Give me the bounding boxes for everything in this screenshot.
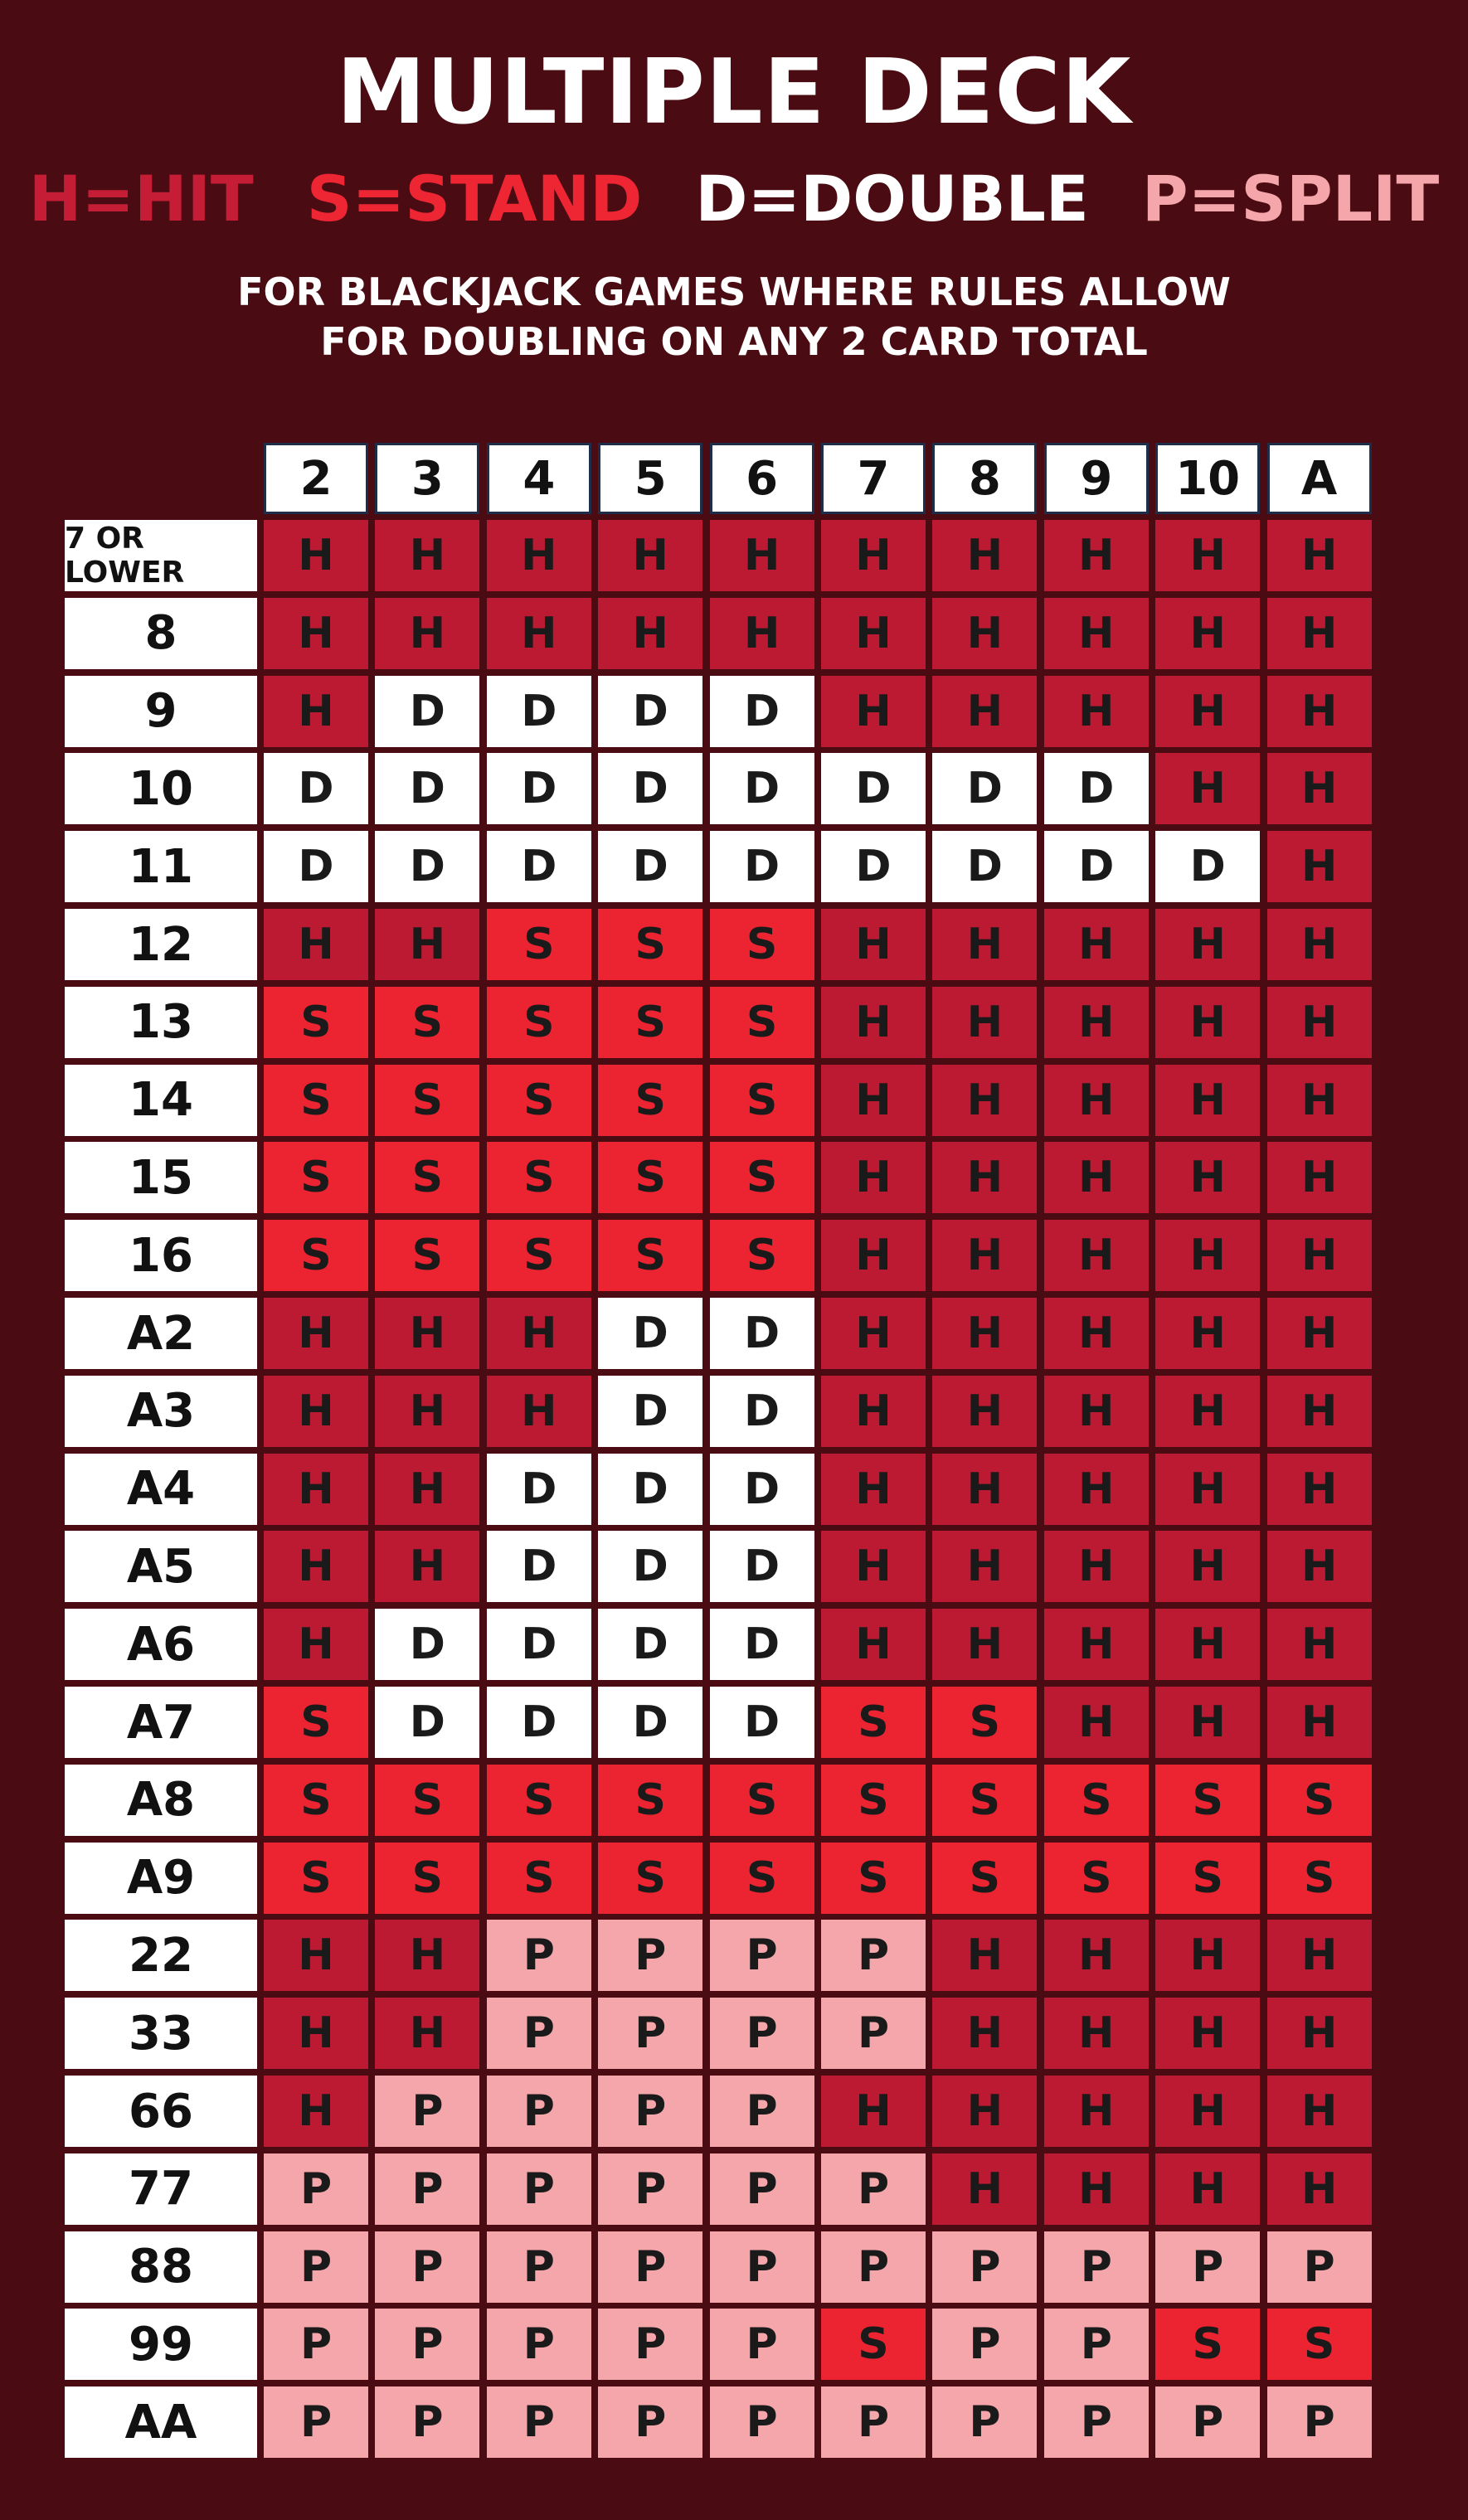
strategy-cell: P [598,1920,702,1991]
dealer-card-header: 2 [264,443,368,514]
strategy-cell: P [598,2386,702,2458]
strategy-cell: H [932,2153,1037,2225]
strategy-cell: H [375,1920,479,1991]
strategy-cell: H [1267,2076,1372,2147]
strategy-cell: P [375,2076,479,2147]
strategy-cell: H [375,1531,479,1602]
strategy-cell: H [1044,598,1149,669]
player-hand-label: A2 [65,1298,257,1369]
strategy-cell: H [1267,831,1372,902]
strategy-cell: H [375,598,479,669]
strategy-cell: P [487,2309,591,2380]
strategy-cell: D [598,753,702,824]
strategy-cell: S [487,1765,591,1836]
strategy-cell: H [932,1920,1037,1991]
strategy-cell: D [598,1687,702,1758]
player-hand-label: 15 [65,1142,257,1213]
strategy-cell: S [821,1687,926,1758]
strategy-cell: H [932,1609,1037,1680]
strategy-cell: P [598,1998,702,2069]
strategy-cell: H [1155,1376,1260,1447]
subtitle-line-2: FOR DOUBLING ON ANY 2 CARD TOTAL [320,319,1148,364]
strategy-cell: S [264,987,368,1058]
strategy-cell: H [264,909,368,980]
player-hand-label: 33 [65,1998,257,2069]
strategy-cell: H [1267,1454,1372,1525]
strategy-cell: H [1155,1220,1260,1291]
legend-stand: S=STAND [306,162,643,235]
dealer-card-header: 4 [487,443,591,514]
strategy-cell: P [487,2076,591,2147]
strategy-cell: D [710,1298,814,1369]
strategy-cell: S [1044,1843,1149,1914]
strategy-cell: P [710,2153,814,2225]
player-hand-label: A5 [65,1531,257,1602]
strategy-cell: S [710,1765,814,1836]
strategy-cell: H [264,1454,368,1525]
strategy-cell: H [1044,1920,1149,1991]
strategy-cell: P [264,2153,368,2225]
strategy-cell: H [1155,1298,1260,1369]
strategy-cell: H [821,1531,926,1602]
strategy-cell: S [375,987,479,1058]
strategy-cell: P [821,2153,926,2225]
strategy-cell: P [1155,2386,1260,2458]
strategy-cell: P [1267,2386,1372,2458]
strategy-cell: H [264,1998,368,2069]
strategy-cell: S [1267,1843,1372,1914]
strategy-cell: S [710,1142,814,1213]
strategy-cell: H [932,1220,1037,1291]
strategy-cell: H [1044,1376,1149,1447]
strategy-cell: H [1267,2153,1372,2225]
strategy-cell: D [487,676,591,747]
strategy-cell: S [375,1142,479,1213]
player-hand-label: 88 [65,2231,257,2303]
strategy-cell: H [264,2076,368,2147]
strategy-cell: P [598,2076,702,2147]
strategy-cell: D [710,1687,814,1758]
strategy-cell: P [487,2386,591,2458]
strategy-cell: S [487,1065,591,1136]
strategy-cell: H [1267,676,1372,747]
strategy-cell: S [598,1220,702,1291]
strategy-cell: H [1267,1065,1372,1136]
strategy-cell: S [932,1687,1037,1758]
strategy-cell: D [264,753,368,824]
strategy-cell: D [821,753,926,824]
strategy-cell: H [932,598,1037,669]
strategy-cell: P [598,2309,702,2380]
strategy-cell: H [1267,1298,1372,1369]
strategy-cell: S [1267,2309,1372,2380]
strategy-cell: D [264,831,368,902]
strategy-cell: S [598,1142,702,1213]
strategy-cell: P [932,2231,1037,2303]
strategy-cell: D [821,831,926,902]
strategy-cell: H [1155,1065,1260,1136]
strategy-cell: D [375,1687,479,1758]
strategy-cell: H [1044,1065,1149,1136]
strategy-cell: D [1155,831,1260,902]
dealer-card-header: 3 [375,443,479,514]
strategy-cell: S [598,1065,702,1136]
strategy-cell: H [821,598,926,669]
strategy-cell: S [264,1843,368,1914]
strategy-cell: P [821,1998,926,2069]
strategy-cell: S [264,1065,368,1136]
strategy-cell: P [932,2386,1037,2458]
strategy-cell: D [375,753,479,824]
strategy-cell: D [487,1609,591,1680]
player-hand-label: A8 [65,1765,257,1836]
strategy-cell: P [1267,2231,1372,2303]
strategy-cell: S [932,1843,1037,1914]
strategy-cell: H [375,1454,479,1525]
strategy-cell: H [1044,1687,1149,1758]
strategy-cell: P [487,1998,591,2069]
player-hand-label: A7 [65,1687,257,1758]
strategy-cell: H [264,676,368,747]
player-hand-label: 12 [65,909,257,980]
strategy-cell: P [375,2309,479,2380]
player-hand-label: 99 [65,2309,257,2380]
strategy-cell: H [598,598,702,669]
subtitle-line-1: FOR BLACKJACK GAMES WHERE RULES ALLOW [237,269,1231,314]
dealer-card-header: 5 [598,443,702,514]
strategy-cell: S [1155,1843,1260,1914]
strategy-cell: H [821,1065,926,1136]
strategy-cell: H [1044,2153,1149,2225]
player-hand-label: 14 [65,1065,257,1136]
strategy-cell: H [932,1142,1037,1213]
strategy-cell: D [598,1376,702,1447]
dealer-card-header: 10 [1155,443,1260,514]
strategy-cell: P [487,2153,591,2225]
strategy-cell: P [932,2309,1037,2380]
strategy-cell: D [375,676,479,747]
chart-title: MULTIPLE DECK [336,41,1132,144]
strategy-cell: H [932,909,1037,980]
strategy-cell: H [1155,2153,1260,2225]
strategy-cell: H [1155,1920,1260,1991]
player-hand-label: A4 [65,1454,257,1525]
strategy-cell: S [1155,2309,1260,2380]
strategy-cell: P [598,2231,702,2303]
strategy-cell: H [932,987,1037,1058]
strategy-cell: S [375,1220,479,1291]
strategy-cell: H [1155,1998,1260,2069]
strategy-cell: D [710,676,814,747]
dealer-card-header: 6 [710,443,814,514]
strategy-cell: H [821,909,926,980]
strategy-cell: H [1267,520,1372,591]
strategy-cell: S [487,1220,591,1291]
strategy-cell: H [1267,1142,1372,1213]
strategy-cell: S [710,1065,814,1136]
strategy-cell: H [1155,987,1260,1058]
strategy-cell: H [821,1609,926,1680]
strategy-cell: P [264,2309,368,2380]
strategy-cell: P [821,2231,926,2303]
strategy-cell: D [710,1609,814,1680]
strategy-cell: H [264,1531,368,1602]
strategy-cell: H [821,676,926,747]
strategy-cell: H [932,1454,1037,1525]
strategy-cell: H [1155,2076,1260,2147]
strategy-cell: D [598,1454,702,1525]
legend-hit: H=HIT [28,162,254,235]
strategy-cell: H [1155,1454,1260,1525]
strategy-cell: H [1044,1531,1149,1602]
strategy-cell: D [487,831,591,902]
strategy-cell: H [1044,2076,1149,2147]
strategy-cell: H [264,520,368,591]
player-hand-label: AA [65,2386,257,2458]
strategy-cell: S [821,2309,926,2380]
strategy-cell: P [375,2153,479,2225]
strategy-cell: H [1155,753,1260,824]
strategy-cell: S [264,1687,368,1758]
player-hand-label: 7 OR LOWER [65,520,257,591]
strategy-cell: H [1044,1220,1149,1291]
legend-split: P=SPLIT [1141,162,1440,235]
strategy-cell: H [932,520,1037,591]
strategy-cell: P [598,2153,702,2225]
strategy-cell: H [1267,1376,1372,1447]
strategy-cell: S [598,1843,702,1914]
strategy-cell: H [932,1298,1037,1369]
strategy-cell: H [264,1298,368,1369]
strategy-cell: H [1044,909,1149,980]
strategy-cell: H [1267,1920,1372,1991]
strategy-cell: P [710,2231,814,2303]
strategy-cell: H [1267,598,1372,669]
strategy-cell: D [598,1609,702,1680]
strategy-cell: H [264,598,368,669]
strategy-cell: S [821,1843,926,1914]
strategy-cell: S [487,909,591,980]
strategy-cell: H [932,1065,1037,1136]
strategy-cell: D [932,753,1037,824]
strategy-cell: H [710,520,814,591]
strategy-cell: D [710,1376,814,1447]
strategy-cell: H [821,520,926,591]
player-hand-label: A3 [65,1376,257,1447]
strategy-cell: H [821,1376,926,1447]
strategy-cell: H [487,1298,591,1369]
strategy-cell: P [710,2309,814,2380]
strategy-cell: P [1044,2231,1149,2303]
strategy-cell: D [932,831,1037,902]
strategy-cell: D [487,1531,591,1602]
strategy-cell: S [264,1220,368,1291]
strategy-cell: H [1267,1531,1372,1602]
strategy-cell: D [598,1531,702,1602]
strategy-cell: H [1267,1687,1372,1758]
strategy-cell: H [1044,676,1149,747]
strategy-cell: P [487,2231,591,2303]
player-hand-label: 22 [65,1920,257,1991]
strategy-cell: S [598,987,702,1058]
strategy-cell: H [1044,520,1149,591]
strategy-cell: H [821,1220,926,1291]
strategy-cell: H [487,1376,591,1447]
strategy-cell: H [1267,987,1372,1058]
strategy-cell: H [821,2076,926,2147]
strategy-cell: D [1044,753,1149,824]
strategy-cell: P [710,2386,814,2458]
strategy-cell: S [932,1765,1037,1836]
strategy-cell: S [264,1765,368,1836]
strategy-cell: H [375,1998,479,2069]
strategy-cell: H [1044,987,1149,1058]
player-hand-label: 66 [65,2076,257,2147]
strategy-cell: H [932,1376,1037,1447]
strategy-cell: H [1155,1142,1260,1213]
strategy-cell: H [264,1376,368,1447]
strategy-cell: S [1267,1765,1372,1836]
strategy-cell: H [821,1298,926,1369]
strategy-cell: S [487,1843,591,1914]
strategy-cell: H [710,598,814,669]
strategy-cell: H [1044,1142,1149,1213]
strategy-cell: D [487,1454,591,1525]
strategy-cell: S [710,1843,814,1914]
strategy-cell: D [375,1609,479,1680]
strategy-cell: H [1155,598,1260,669]
strategy-cell: H [1044,1998,1149,2069]
strategy-cell: P [821,1920,926,1991]
dealer-card-header: 9 [1044,443,1149,514]
strategy-cell: H [1044,1454,1149,1525]
strategy-cell: H [375,520,479,591]
strategy-cell: H [1155,1609,1260,1680]
strategy-cell: H [1155,676,1260,747]
strategy-cell: D [598,1298,702,1369]
dealer-card-header: 8 [932,443,1037,514]
strategy-cell: H [1155,1531,1260,1602]
strategy-cell: H [821,1454,926,1525]
strategy-cell: H [1267,1998,1372,2069]
strategy-cell: S [598,909,702,980]
player-hand-label: A6 [65,1609,257,1680]
strategy-cell: S [375,1843,479,1914]
player-hand-label: 13 [65,987,257,1058]
strategy-cell: H [932,2076,1037,2147]
strategy-cell: H [1267,1609,1372,1680]
strategy-cell: D [375,831,479,902]
strategy-cell: H [1267,1220,1372,1291]
strategy-cell: S [487,987,591,1058]
strategy-cell: D [598,831,702,902]
dealer-card-header: 7 [821,443,926,514]
strategy-cell: D [487,1687,591,1758]
strategy-cell: H [264,1920,368,1991]
player-hand-label: 10 [65,753,257,824]
strategy-cell: H [1155,909,1260,980]
strategy-cell: P [375,2386,479,2458]
strategy-cell: D [1044,831,1149,902]
strategy-cell: P [487,1920,591,1991]
strategy-cell: P [375,2231,479,2303]
player-hand-label: 8 [65,598,257,669]
strategy-cell: H [932,676,1037,747]
strategy-cell: D [710,831,814,902]
strategy-cell: D [487,753,591,824]
legend-double: D=DOUBLE [695,162,1089,235]
strategy-cell: S [264,1142,368,1213]
player-hand-label: 11 [65,831,257,902]
player-hand-label: A9 [65,1843,257,1914]
strategy-cell: P [821,2386,926,2458]
strategy-cell: S [710,987,814,1058]
strategy-cell: H [375,909,479,980]
strategy-cell: H [932,1531,1037,1602]
strategy-cell: P [710,1998,814,2069]
strategy-cell: D [598,676,702,747]
strategy-cell: S [375,1765,479,1836]
strategy-cell: H [1155,1687,1260,1758]
strategy-cell: H [1267,753,1372,824]
strategy-cell: S [487,1142,591,1213]
strategy-cell: P [710,2076,814,2147]
strategy-cell: P [710,1920,814,1991]
strategy-cell: H [1044,1609,1149,1680]
strategy-cell: H [375,1376,479,1447]
strategy-cell: H [598,520,702,591]
strategy-cell: H [932,1998,1037,2069]
strategy-cell: P [264,2231,368,2303]
strategy-cell: H [1044,1298,1149,1369]
strategy-cell: D [710,1531,814,1602]
strategy-cell: H [821,987,926,1058]
strategy-cell: H [487,598,591,669]
strategy-cell: S [821,1765,926,1836]
strategy-cell: P [264,2386,368,2458]
strategy-cell: H [487,520,591,591]
dealer-card-header: A [1267,443,1372,514]
player-hand-label: 77 [65,2153,257,2225]
strategy-cell: D [710,1454,814,1525]
strategy-cell: S [598,1765,702,1836]
strategy-cell: S [1044,1765,1149,1836]
strategy-cell: H [1267,909,1372,980]
strategy-cell: P [1155,2231,1260,2303]
player-hand-label: 9 [65,676,257,747]
strategy-cell: D [710,753,814,824]
strategy-cell: H [264,1609,368,1680]
strategy-cell: H [821,1142,926,1213]
strategy-cell: P [1044,2386,1149,2458]
player-hand-label: 16 [65,1220,257,1291]
strategy-cell: S [710,1220,814,1291]
strategy-cell: S [375,1065,479,1136]
strategy-cell: S [1155,1765,1260,1836]
strategy-cell: H [375,1298,479,1369]
strategy-cell: P [1044,2309,1149,2380]
strategy-cell: S [710,909,814,980]
strategy-cell: H [1155,520,1260,591]
